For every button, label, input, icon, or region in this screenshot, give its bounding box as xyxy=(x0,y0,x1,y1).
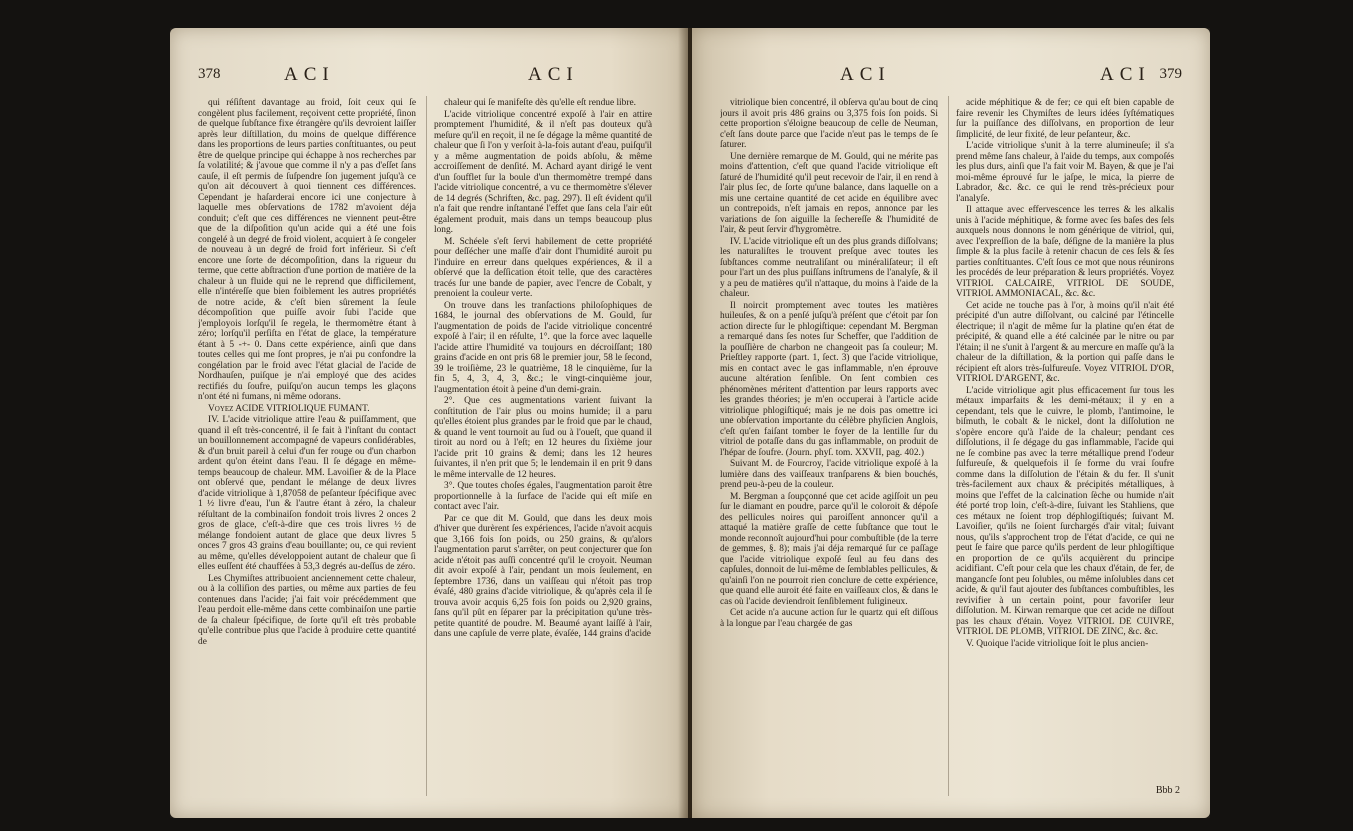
left-head-word-2: ACI xyxy=(528,64,579,85)
paragraph: M. Bergman a ſoupçonné que cet acide agiſſoit un peu ſur le diamant en poudre, parce qu'il le coloroit & dépoſe des pellicules noires qui paroiſſent annoncer qu'il a attaqué la matière graſſe de cette ſubſtance que tout le monde reconnoît aujourd'hui pour combuſtible (de la terre de gemmes, §. 8); mais j'ai déja remarqué ſur ce paſſage que l'acide vitriolique expoſé ſeul au feu dans des capſules, donnoit de lui-même de ſemblables pellicules, & qu'ainſi l'on ne pourroit rien conclure de cette expérience, que quand elle auroit été faite en vaiſſeaux clos, & dans le cas où l'acide deviendroit ſenſiblement fuligineux. xyxy=(720,491,938,607)
paragraph: Suivant M. de Fourcroy, l'acide vitriolique expoſé à la lumière dans des vaiſſeaux tranſparens & bien bouchés, prend peu-à-peu de la couleur. xyxy=(720,459,938,490)
paragraph: IV. L'acide vitriolique eſt un des plus grands diſſolvans; les naturaliſtes le trouvent preſque avec toutes les ſubſtances comme neutraliſant ou minéraliſateur; il eſt pour l'art un des plus puiſſans inſtrumens de l'analyſe, & il y a peu de matières qu'il n'attaque, du moins à l'aide de la chaleur. xyxy=(720,236,938,299)
paragraph: L'acide vitriolique concentré expoſé à l'air en attire promptement l'humidité, & il n'eſt pas douteux qu'à meſure qu'il en reçoit, il ne ſe dégage la même quantité de chaleur que ſi l'on y verſoit à-la-fois autant d'eau, puiſqu'il y a même augmentation de poids abſolu, & même accroiſſement de denſité. M. Achard ayant dirigé le vent d'un ſoufflet ſur la boule d'un thermomètre trempé dans l'acide vitriolique concentré, a vu ce thermomètre s'élever de 14 degrés (Schriften, &c. pag. 297). Il eſt évident qu'il n'a fait que rendre inſtantané l'effet que ſans cela l'air eût également produit, mais dans un temps beaucoup plus long. xyxy=(434,109,652,235)
paragraph: qui réſiſtent davantage au froid, ſoit ceux qui ſe congèlent plus facilement, reçoivent cette propriété, ſinon de quelque ſubſtance fixe étrangère qu'ils devroient laiſſer après leur diſtillation, du moins de quelque différence dans les proportions de leurs parties conſtituantes, ou peut être de quelque principe qui échappe à nos recherches par ſa volatilité; & j'avoue que comme il n'y a pas d'eſſet ſans cauſe, il eſt permis de ſuſpendre ſon jugement juſqu'à ce qu'on ait découvert à quoi tiennent ces différences. Cependant je haſarderai encore ici une conjecture à laquelle mes obſervations de 1782 m'avoient déja conduit; c'eſt que ces différences ne viennent peut-être que de la diſpoſition qu'un acide qui a été une fois congelé à un degré de froid violent, acquiert à ſe congeler de nouveau à un degré de froid fort inférieur. Si c'eſt encore une ſorte de décompoſition, dans la rigueur du terme, que cette abſtraction d'une portion de matière de la chaleur à un fluide qui ne le reprend que difficilement, elle n'intéreſſe que bien foiblement les autres propriétés de notre acide, & c'eſt bien sûrement la ſeule décompoſition que puiſſe avoir ſubi l'acide que j'employois lorſqu'il ſe regela, le thermomètre étant à zéro; lorſqu'il perſiſta en l'état de glace, la température étant à 5 -+- 0. Dans cette expérience, ainſi que dans toutes celles qui me ſont propres, je n'ai pu confondre la congélation par le froid avec l'état glacial de l'acide de Nordhauſen, puiſque je n'ai employé que des acides rectifiés du ſoufre, puiſqu'on aucun temps les glaçons n'ont été ni fumans, ni même odorans. xyxy=(198,98,416,402)
paragraph: Il noircit promptement avec toutes les matières huileuſes, & on a penſé juſqu'à préſent que c'étoit par ſon action directe ſur le phlogiſtique: cependant M. Bergman a remarqué dans ſes notes ſur Scheffer, que l'addition de la pouſſière de charbon ne changeoit pas ſa couleur; M. Prieſtley rapporte (part. 1, ſect. 3) que l'acide vitriolique, mis en contact avec le gas inflammable, n'en éprouve aucune altération ſenſible. On ſent combien ces phénomènes méritent d'attention par leurs rapports avec les grandes théories; je m'en occuperai à l'article acide vitriolique phlogiſtiqué; mais je ne dois pas omettre ici une obſervation importante du célèbre phyſicien Anglois, c'eſt qu'en faiſant tomber le foyer de la lentille ſur du vitriol de potaſſe dans du gas inflammable, on produit de l'hépar de ſoufre. (Journ. phyſ. tom. XXVII, pag. 402.) xyxy=(720,300,938,458)
paragraph: Une dernière remarque de M. Gould, qui ne mérite pas moins d'attention, c'eſt que quand l'acide vitriolique eſt ſaturé de l'humidité qu'il peut recevoir de l'air, il en rend à l'air plus ſec, de ſorte qu'une balance, dans laquelle on a mis une certaine quantité de cet acide en équilibre avec un contrepoids, n'eſt jamais en repos, annonce par les variations de ſon aiguille la ſechereſſe & l'humidité de l'air, & peut ſervir d'hygromètre. xyxy=(720,151,938,235)
left-page-header xyxy=(198,64,660,94)
signature-mark: Bbb 2 xyxy=(1155,785,1180,796)
paragraph: Cet acide ne touche pas à l'or, à moins qu'il n'ait été précipité d'un autre diſſolvant, ou calciné par l'étincelle électrique; il n'agit de même ſur la platine qu'en état de précipité, & quand elle a été calcinée par le nitre ou par l'étain; il ne s'unit à l'argent & au mercure en maſſe qu'à la chaleur de la diſtillation, & la portion qui paſſe dans le récipient eſt alors très-ſulfureuſe. Voyez VITRIOL D'OR, VITRIOL D'ARGENT, &c. xyxy=(956,300,1174,384)
paragraph: 2°. Que ces augmentations varient ſuivant la conſtitution de l'air plus ou moins humide; il a paru qu'elles étoient plus grandes par le froid que par le chaud, & quand le vent tournoit au ſud ou à l'oueſt, que quand il tiroit au nord ou à l'eſt; en 12 heures du ſixième jour l'acide prit 10 grains & demi; dans les 12 heures ſuivantes, il n'en prit que 5; le lendemain il en prit 9 dans le même intervalle de 12 heures. xyxy=(434,396,652,480)
right-page-header xyxy=(720,64,1182,94)
left-page-number: 378 xyxy=(198,66,221,82)
paragraph: chaleur qui ſe manifeſte dès qu'elle eſt rendue libre. xyxy=(444,98,636,108)
column-rule xyxy=(948,96,949,796)
cross-reference: Voyez ACIDE VITRIOLIQUE FUMANT. xyxy=(208,403,370,414)
paragraph: Il attaque avec effervescence les terres & les alkalis unis à l'acide méphitique, & forme avec ſes baſes des ſels auxquels nous donnons le nom générique de vitriol, qui, avec l'expreſſion de la baſe, déſigne de la manière la plus ſimple & la plus facile à retenir chacun de ces ſels & ſes parties conſtituantes. C'eſt ſous ce mot que nous réunirons les procédés de leur préparation & leurs propriétés. Voyez VITRIOL CALCAIRE, VITRIOL DE SOUDE, VITRIOL AMMONIACAL, &c. &c. xyxy=(956,205,1174,299)
right-page xyxy=(692,28,1210,818)
left-column-1 xyxy=(198,98,416,798)
left-column-2 xyxy=(434,98,652,798)
paragraph: M. Schéele s'eſt ſervi habilement de cette propriété pour deſſécher une maſſe d'air dont l'humidité auroit pu l'induire en erreur dans quelques expériences, & il a obſervé que la deſſication étoit telle, que des caractères tracés ſur une bande de papier, avec l'encre de Cobalt, y prenoient la couleur verte. xyxy=(434,236,652,299)
right-column-2 xyxy=(956,98,1174,798)
paragraph: Par ce que dit M. Gould, que dans les deux mois d'hiver que durèrent ſes expériences, l'acide n'avoit acquis que 3,166 fois ſon poids, ou 250 grains, & qu'alors l'augmentation parut s'arrêter, on peut conjecturer que ſon acide n'étoit pas auſſi concentré qu'il le croyoit. Neuman dit avoir expoſé à l'air, pendant un mois ſeulement, en ſeptembre 1736, dans un vaiſſeau qui n'étoit pas trop évaſé, 480 grains d'acide vitriolique, & qu'après cela il ſe trouva avoir acquis 6,25 fois ſon poids ou 2,920 grains, ſans qu'il pût en ſéparer par la précipitation qu'une très-petite quantité de poudre. M. Beaumé ayant laiſſé à l'air, dans une capſule de verre plate, évaſée, 144 grains d'acide xyxy=(434,513,652,639)
paragraph: Cet acide n'a aucune action ſur le quartz qui eſt diſſous à la longue par l'eau chargée de gas xyxy=(720,608,938,629)
paragraph: Les Chymiſtes attribuoient anciennement cette chaleur, ou à la colliſion des parties, ou même aux parties de feu contenues dans l'acide; j'ai fait voir précédemment que l'eau perdoit elle-même dans cette combinaiſon une partie de ſa chaleur ſpécifique, de ſorte qu'il eſt très probable qu'elle contribue plus que l'acide à produire cette quantité de xyxy=(198,573,416,647)
paragraph: L'acide vitriolique s'unit à la terre alumineuſe; il s'a prend même ſans chaleur, à l'aide du temps, aux compoſés les plus durs, ainſi que l'a fait voir M. Bayen, & que je l'ai moi-même éprouvé ſur le jaſpe, le mica, la pierre de Labrador, &c. &c. ce qui le rend très-précieux pour l'analyſe. xyxy=(956,141,1174,204)
paragraph: vitriolique bien concentré, il obſerva qu'au bout de cinq jours il avoit pris 486 grains ou 3,375 fois ſon poids. Si cette proportion s'éloigne beaucoup de celle de Neuman, c'eſt ſans doute parce que l'acide n'eut pas le temps de ſe ſaturer. xyxy=(720,98,938,150)
open-book xyxy=(170,28,1210,818)
left-page xyxy=(170,28,688,818)
right-column-1 xyxy=(720,98,938,798)
left-head-word-1: ACI xyxy=(284,64,335,85)
paragraph: acide méphitique & de fer; ce qui eſt bien capable de faire revenir les Chymiſtes de leurs idées ſyſtématiques ſur la puiſſance des diſſolvans, en proportion de leur ſimplicité, de leur fixité, de leur peſanteur, &c. xyxy=(956,98,1174,140)
paragraph: V. Quoique l'acide vitriolique ſoit le plus ancien- xyxy=(966,638,1149,649)
column-rule xyxy=(426,96,427,796)
paragraph: On trouve dans les tranſactions philoſophiques de 1684, le journal des obſervations de M. Gould, ſur l'augmentation de poids de l'acide vitriolique concentré expoſé à l'air; il en réſulte, 1°. que la force avec laquelle l'acide attire l'humidité va toujours en décroiſſant; 180 grains d'acide en ont pris 68 le premier jour, 58 le ſecond, 39 le troiſième, 23 le quatrième, 18 le cinquième, ſur la fin 5, 4, 3, 4, 3, &c.; le vingt-cinquième jour, l'augmentation étoit à peine d'un demi-grain. xyxy=(434,300,652,395)
paragraph: L'acide vitriolique agit plus efficacement ſur tous les métaux imparfaits & les demi-métaux; il y en a cependant, tels que le cuivre, le plomb, l'antimoine, le biſmuth, le cobalt & le nickel, dont la diſſolution ne s'opère encore qu'à l'aide de la chaleur; pendant ces diſſolutions, il ſe dégage du gas inflammable, l'acide qui ne ſe combine pas avec la terre métallique prend l'odeur ſulfureuſe, & quelquefois il ſe forme du vrai ſoufre comme dans la diſſolution de l'étain & du fer. Il s'unit très-facilement aux chaux & précipités métalliques, à moins que l'effet de la calcination ſèche ou humide n'ait été porté trop loin, c'eſt-à-dire, ſuivant les Stahliens, que ces métaux ne ſoient trop déphlogiſtiqués; ſuivant M. Lavoiſier, qu'ils ne ſoient ſurchargés d'air vital; ſuivant nous, qu'ils s'approchent trop de l'état d'acide, ce qui ne peut ſe faire que parce qu'ils perdent de leur phlogiſtique en proportion de ce qu'ils acquièrent du principe acidifiant. C'eſt pour cela que les chaux d'étain, de fer, de mangancſe ſont peu ſolubles, ou même inſolubles dans cet acide, & qu'il faut ajouter des ſubſtances combuſtibles, les revivifier à un certain point, pour favoriſer leur diſſolution. M. Kirwan remarque que cet acide ne diſſout pas les chaux d'étain. Voyez VITRIOL DE CUIVRE, VITRIOL DE PLOMB, VITRIOL DE ZINC, &c. &c. xyxy=(956,385,1174,637)
right-head-word-2: ACI xyxy=(1100,64,1151,85)
paragraph: IV. L'acide vitriolique attire l'eau & puiſſamment, que quand il eſt très-concentré, il ſe fait à l'inſtant du contact un bouillonnement accompagné de vapeurs conſidérables, & d'un bruit pareil à celui d'un fer rouge ou d'un charbon ardent qu'on éteint dans l'eau. Il ſe dégage en même-temps beaucoup de chaleur. MM. Lavoiſier & de la Place ont obſervé que, pendant le mélange de deux livres d'acide vitriolique à 1,87058 de peſanteur ſpécifique avec 1 ½ livre d'eau, l'un & l'autre étant à zéro, la chaleur réſultant de la combinaiſon fondoit trois livres 2 onces 2 gros de glace, c'eſt-à-dire que ces trois livres ½ de mélange fondoient autant de glace que deux livres 5 onces 7 gros 43 grains d'eau bouillante; ou, ce qui revient au même, qu'elles développoient autant de chaleur que ſi elles euſſent été chauffées à 53,3 degrés au-deſſus de zéro. xyxy=(198,415,416,572)
paragraph: 3°. Que toutes choſes égales, l'augmentation paroit être proportionnelle à la ſurface de l'acide qui eſt miſe en contact avec l'air. xyxy=(434,481,652,512)
right-page-number: 379 xyxy=(1159,66,1182,82)
right-head-word-1: ACI xyxy=(840,64,891,85)
